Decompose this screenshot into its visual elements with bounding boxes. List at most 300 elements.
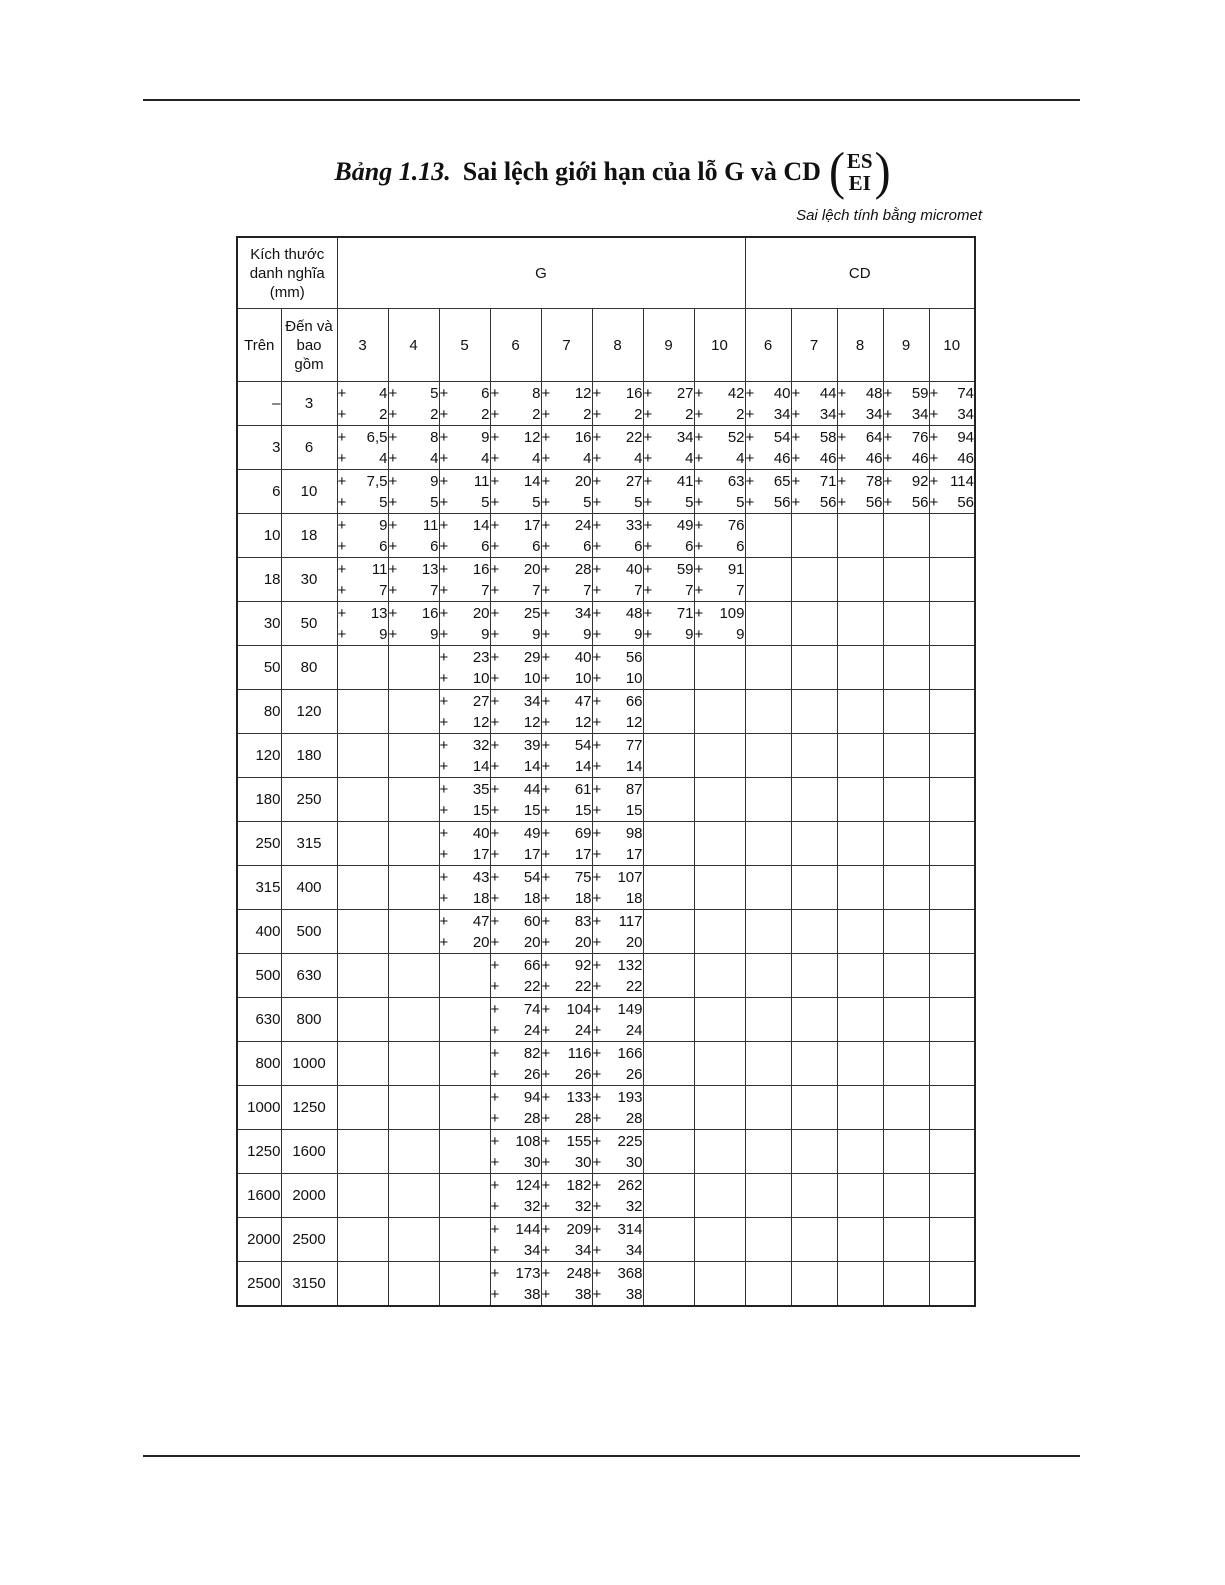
deviation-cell	[490, 470, 541, 514]
size-upto-cell: 180	[281, 734, 337, 778]
table-row	[237, 514, 975, 558]
lower-value: 6	[634, 537, 643, 555]
upper-deviation	[593, 1219, 643, 1240]
lower-deviation	[440, 536, 490, 557]
lower-value: 28	[574, 1109, 592, 1127]
sign: +	[883, 472, 893, 490]
sign: +	[541, 472, 551, 490]
sign: +	[745, 493, 755, 511]
upper-deviation	[593, 1263, 643, 1284]
sign: +	[643, 405, 653, 423]
sign: +	[745, 472, 755, 490]
upper-deviation	[542, 867, 592, 888]
lower-deviation	[838, 404, 883, 425]
deviation-cell	[439, 1174, 490, 1218]
sign: +	[643, 516, 653, 534]
size-upto-cell: 50	[281, 602, 337, 646]
sign: +	[388, 537, 398, 555]
upper-deviation	[338, 603, 388, 624]
upper-deviation	[593, 471, 643, 492]
deviation-cell	[490, 558, 541, 602]
deviation-cell	[694, 514, 745, 558]
lower-value: 4	[532, 449, 541, 467]
lower-deviation	[838, 448, 883, 469]
sign: +	[490, 1220, 500, 1238]
sign: +	[337, 560, 347, 578]
upper-value: 368	[617, 1264, 643, 1282]
sign: +	[592, 801, 602, 819]
sign: +	[337, 405, 347, 423]
deviation-cell	[388, 734, 439, 778]
sign: +	[592, 1176, 602, 1194]
sign: +	[592, 956, 602, 974]
lower-value: 14	[625, 757, 643, 775]
lower-value: 34	[625, 1241, 643, 1259]
deviation-cell	[643, 1174, 694, 1218]
right-paren: )	[874, 142, 891, 201]
lower-deviation	[542, 1152, 592, 1173]
deviation-cell	[929, 426, 975, 470]
upper-value: 40	[773, 384, 791, 402]
deviation-cell	[837, 778, 883, 822]
upper-deviation	[491, 603, 541, 624]
upper-value: 40	[574, 648, 592, 666]
deviation-cell	[745, 1262, 791, 1307]
upper-deviation	[695, 471, 745, 492]
size-over-cell: 500	[237, 954, 281, 998]
sign: +	[592, 1285, 602, 1303]
deviation-cell	[883, 822, 929, 866]
deviation-cell	[929, 470, 975, 514]
lower-deviation	[491, 976, 541, 997]
lower-value: 14	[523, 757, 541, 775]
lower-value: 7	[532, 581, 541, 599]
sign: +	[490, 713, 500, 731]
lower-deviation	[542, 448, 592, 469]
lower-deviation	[746, 404, 791, 425]
lower-deviation	[440, 888, 490, 909]
deviation-cell	[643, 866, 694, 910]
lower-deviation	[542, 404, 592, 425]
sign: +	[791, 449, 801, 467]
lower-value: 7	[379, 581, 388, 599]
lower-value: 9	[532, 625, 541, 643]
left-paren: (	[828, 142, 845, 201]
deviation-cell	[388, 470, 439, 514]
upper-value: 63	[727, 472, 745, 490]
sign: +	[490, 669, 500, 687]
upper-deviation	[644, 471, 694, 492]
upper-value: 49	[523, 824, 541, 842]
lower-value: 10	[625, 669, 643, 687]
deviation-cell	[592, 734, 643, 778]
deviation-cell	[745, 910, 791, 954]
upper-deviation	[491, 647, 541, 668]
sign: +	[490, 516, 500, 534]
lower-value: 46	[819, 449, 837, 467]
deviation-cell	[837, 514, 883, 558]
sign: +	[592, 868, 602, 886]
deviation-cell	[337, 1086, 388, 1130]
upper-deviation	[695, 383, 745, 404]
deviation-cell	[592, 866, 643, 910]
upper-deviation	[695, 559, 745, 580]
size-upto-cell: 630	[281, 954, 337, 998]
lower-deviation	[491, 492, 541, 513]
lower-value: 17	[574, 845, 592, 863]
size-over-cell: 1000	[237, 1086, 281, 1130]
deviation-cell	[883, 998, 929, 1042]
sign: +	[439, 604, 449, 622]
deviation-cell	[643, 778, 694, 822]
lower-value: 14	[574, 757, 592, 775]
table-row	[237, 734, 975, 778]
sign: +	[388, 449, 398, 467]
sign: +	[439, 405, 449, 423]
upper-value: 77	[625, 736, 643, 754]
upper-value: 12	[574, 384, 592, 402]
upper-deviation	[644, 427, 694, 448]
deviation-cell	[337, 822, 388, 866]
sign: +	[490, 449, 500, 467]
lower-value: 5	[634, 493, 643, 511]
upper-value: 25	[523, 604, 541, 622]
lower-value: 5	[481, 493, 490, 511]
size-over-cell: 1250	[237, 1130, 281, 1174]
upper-deviation	[338, 559, 388, 580]
deviation-cell	[837, 1218, 883, 1262]
deviation-cell	[837, 954, 883, 998]
lower-deviation	[593, 932, 643, 953]
upper-deviation	[440, 427, 490, 448]
grade-cd-header: 7	[791, 309, 837, 382]
upper-value: 61	[574, 780, 592, 798]
upper-deviation	[644, 515, 694, 536]
sign: +	[592, 493, 602, 511]
deviation-cell	[439, 998, 490, 1042]
sign: +	[439, 669, 449, 687]
deviation-cell	[791, 382, 837, 426]
lower-value: 34	[957, 405, 974, 423]
sign: +	[791, 384, 801, 402]
sign: +	[541, 581, 551, 599]
deviation-cell	[929, 1042, 975, 1086]
sign: +	[439, 757, 449, 775]
table-number: Bảng 1.13.	[334, 157, 451, 186]
lower-deviation	[695, 492, 745, 513]
sign: +	[490, 472, 500, 490]
upper-deviation	[838, 383, 883, 404]
lower-value: 9	[685, 625, 694, 643]
upper-deviation	[542, 1087, 592, 1108]
upper-deviation	[593, 515, 643, 536]
sign: +	[337, 625, 347, 643]
deviation-cell	[388, 1086, 439, 1130]
deviation-cell	[439, 382, 490, 426]
upper-value: 144	[515, 1220, 541, 1238]
size-upto-cell: 1250	[281, 1086, 337, 1130]
size-upto-cell: 120	[281, 690, 337, 734]
sign: +	[643, 537, 653, 555]
lower-deviation	[389, 492, 439, 513]
upper-value: 155	[566, 1132, 592, 1150]
deviation-cell	[541, 1086, 592, 1130]
sign: +	[694, 384, 704, 402]
deviation-cell	[439, 822, 490, 866]
sign: +	[592, 1088, 602, 1106]
deviation-cell	[541, 382, 592, 426]
upper-value: 173	[515, 1264, 541, 1282]
sign: +	[592, 1000, 602, 1018]
size-upto-cell: 18	[281, 514, 337, 558]
sign: +	[541, 384, 551, 402]
upper-deviation	[440, 383, 490, 404]
sign: +	[490, 1197, 500, 1215]
upper-value: 44	[523, 780, 541, 798]
sign: +	[592, 1109, 602, 1127]
upper-value: 225	[617, 1132, 643, 1150]
deviation-cell	[883, 602, 929, 646]
group-cd-header: CD	[745, 237, 975, 309]
sign: +	[490, 1088, 500, 1106]
table-row	[237, 778, 975, 822]
lower-value: 46	[865, 449, 883, 467]
upper-deviation	[491, 691, 541, 712]
upper-value: 11	[371, 560, 388, 578]
lower-value: 14	[472, 757, 490, 775]
deviation-cell	[837, 382, 883, 426]
table-row	[237, 1042, 975, 1086]
deviation-cell	[643, 1042, 694, 1086]
sign: +	[388, 581, 398, 599]
sign: +	[439, 692, 449, 710]
size-upto-cell: 1600	[281, 1130, 337, 1174]
sign: +	[490, 977, 500, 995]
lower-value: 12	[625, 713, 643, 731]
upper-value: 108	[515, 1132, 541, 1150]
sign: +	[883, 405, 893, 423]
deviation-cell	[592, 778, 643, 822]
deviation-cell	[791, 1086, 837, 1130]
deviation-cell	[837, 646, 883, 690]
deviation-cell	[694, 998, 745, 1042]
lower-deviation	[593, 1020, 643, 1041]
table-row	[237, 954, 975, 998]
lower-deviation	[593, 756, 643, 777]
sign: +	[541, 692, 551, 710]
sign: +	[541, 1000, 551, 1018]
deviation-cell	[791, 690, 837, 734]
sign: +	[541, 405, 551, 423]
deviation-cell	[791, 646, 837, 690]
sign: +	[439, 868, 449, 886]
upper-value: 49	[676, 516, 694, 534]
sign: +	[388, 516, 398, 534]
lower-value: 17	[472, 845, 490, 863]
sign: +	[694, 449, 704, 467]
deviation-cell	[745, 602, 791, 646]
grade-g-header: 5	[439, 309, 490, 382]
lower-deviation	[593, 492, 643, 513]
lower-value: 34	[574, 1241, 592, 1259]
sign: +	[337, 449, 347, 467]
lower-deviation	[593, 712, 643, 733]
table-row	[237, 866, 975, 910]
over-header: Trên	[237, 309, 281, 382]
deviation-cell	[791, 998, 837, 1042]
size-upto-cell: 500	[281, 910, 337, 954]
size-over-cell: 180	[237, 778, 281, 822]
lower-value: 18	[625, 889, 643, 907]
deviation-cell	[883, 426, 929, 470]
sign: +	[745, 428, 755, 446]
lower-deviation	[389, 404, 439, 425]
grade-cd-header: 9	[883, 309, 929, 382]
upper-value: 48	[865, 384, 883, 402]
upper-value: 60	[523, 912, 541, 930]
sign: +	[490, 1176, 500, 1194]
lower-deviation	[593, 1152, 643, 1173]
lower-deviation	[440, 580, 490, 601]
upper-deviation	[542, 1043, 592, 1064]
deviation-cell	[337, 602, 388, 646]
upper-deviation	[389, 427, 439, 448]
deviation-cell	[745, 646, 791, 690]
deviation-cell	[883, 1086, 929, 1130]
deviation-cell	[791, 558, 837, 602]
lower-deviation	[746, 448, 791, 469]
deviation-cell	[745, 470, 791, 514]
sign: +	[490, 405, 500, 423]
upper-value: 71	[676, 604, 694, 622]
upper-deviation	[542, 427, 592, 448]
deviation-cell	[490, 1218, 541, 1262]
upper-deviation	[542, 779, 592, 800]
lower-value: 38	[574, 1285, 592, 1303]
sign: +	[439, 736, 449, 754]
lower-value: 34	[911, 405, 929, 423]
upper-value: 182	[566, 1176, 592, 1194]
sign: +	[490, 845, 500, 863]
deviation-cell	[541, 1130, 592, 1174]
upper-deviation	[440, 823, 490, 844]
grade-cd-header: 6	[745, 309, 791, 382]
sign: +	[837, 384, 847, 402]
sign: +	[439, 648, 449, 666]
sign: +	[388, 405, 398, 423]
sign: +	[439, 801, 449, 819]
lower-value: 56	[911, 493, 929, 511]
size-over-cell: 80	[237, 690, 281, 734]
lower-value: 9	[379, 625, 388, 643]
upper-value: 47	[574, 692, 592, 710]
deviation-cell	[745, 558, 791, 602]
lower-value: 28	[523, 1109, 541, 1127]
table-row	[237, 602, 975, 646]
upper-value: 104	[566, 1000, 592, 1018]
lower-deviation	[440, 492, 490, 513]
deviation-cell	[388, 382, 439, 426]
lower-deviation	[792, 492, 837, 513]
deviation-cell	[337, 426, 388, 470]
deviation-cell	[643, 734, 694, 778]
upper-value: 34	[574, 604, 592, 622]
deviation-cell	[929, 558, 975, 602]
deviation-cell	[388, 998, 439, 1042]
upper-value: 43	[472, 868, 490, 886]
sign: +	[541, 449, 551, 467]
sign: +	[592, 736, 602, 754]
upper-deviation	[792, 427, 837, 448]
upper-deviation	[491, 383, 541, 404]
sign: +	[592, 889, 602, 907]
deviation-cell	[541, 910, 592, 954]
lower-value: 17	[523, 845, 541, 863]
deviation-cell	[541, 998, 592, 1042]
sign: +	[643, 625, 653, 643]
deviation-cell	[791, 866, 837, 910]
grade-g-header: 9	[643, 309, 694, 382]
upper-deviation	[542, 1219, 592, 1240]
upper-value: 82	[523, 1044, 541, 1062]
sign: +	[541, 1132, 551, 1150]
upper-value: 4	[379, 384, 388, 402]
sign: +	[439, 384, 449, 402]
deviation-cell	[541, 778, 592, 822]
sign: +	[541, 889, 551, 907]
deviation-cell	[791, 426, 837, 470]
upper-deviation	[593, 955, 643, 976]
sign: +	[694, 581, 704, 599]
lower-deviation	[440, 932, 490, 953]
upper-deviation	[491, 779, 541, 800]
sign: +	[592, 780, 602, 798]
sign: +	[883, 384, 893, 402]
size-over-cell: 18	[237, 558, 281, 602]
upper-deviation	[440, 471, 490, 492]
deviation-cell	[439, 1086, 490, 1130]
lower-deviation	[593, 1196, 643, 1217]
sign: +	[837, 449, 847, 467]
lower-value: 15	[574, 801, 592, 819]
deviation-cell	[490, 1262, 541, 1307]
sign: +	[439, 449, 449, 467]
sign: +	[592, 625, 602, 643]
deviation-cell	[837, 1174, 883, 1218]
lower-deviation	[593, 536, 643, 557]
sign: +	[490, 1285, 500, 1303]
upper-value: 6	[481, 384, 490, 402]
upper-value: 132	[617, 956, 643, 974]
deviation-cell	[388, 822, 439, 866]
deviation-cell	[388, 1130, 439, 1174]
size-upto-cell: 10	[281, 470, 337, 514]
lower-deviation	[644, 536, 694, 557]
upper-deviation	[491, 955, 541, 976]
upper-value: 14	[472, 516, 490, 534]
upper-value: 35	[472, 780, 490, 798]
sign: +	[592, 669, 602, 687]
size-over-cell: 1600	[237, 1174, 281, 1218]
sign: +	[837, 428, 847, 446]
deviation-cell	[490, 646, 541, 690]
lower-value: 12	[574, 713, 592, 731]
deviation-cell	[745, 690, 791, 734]
size-over-cell: 2000	[237, 1218, 281, 1262]
deviation-cell	[490, 910, 541, 954]
upper-value: 9	[481, 428, 490, 446]
deviation-cell	[745, 1042, 791, 1086]
